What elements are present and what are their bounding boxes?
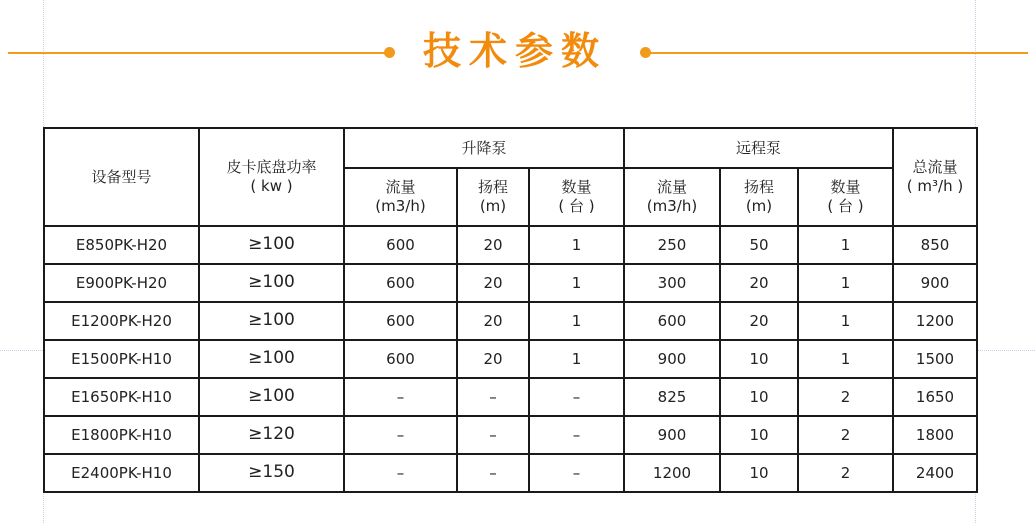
table-row: [44, 454, 977, 492]
cell-lift-head: 20: [457, 264, 529, 302]
cell-lift-flow: –: [344, 416, 457, 454]
cell-lift-head: 20: [457, 340, 529, 378]
table-row: [44, 340, 977, 378]
header-remote-flow-unit: (m3/h): [646, 197, 698, 215]
header-remote-head-unit: (m): [745, 197, 773, 215]
cell-remote-flow: 600: [624, 302, 720, 340]
header-model: 设备型号: [44, 128, 199, 226]
header-lift-flow-label: 流量: [385, 178, 416, 197]
cell-remote-head: 10: [720, 416, 798, 454]
header-remote-qty-label: 数量: [830, 178, 861, 197]
cell-lift-qty: –: [529, 378, 624, 416]
cell-remote-qty: 1: [798, 226, 893, 264]
header-remote-head-label: 扬程: [743, 178, 774, 197]
cell-model: E850PK-H20: [44, 226, 199, 264]
cell-lift-head: 20: [457, 302, 529, 340]
header-lift-qty-label: 数量: [561, 178, 592, 197]
header-remote-head: [720, 168, 798, 226]
header-remote-pump: 远程泵: [624, 128, 893, 168]
cell-model: E1800PK-H10: [44, 416, 199, 454]
cell-remote-qty: 2: [798, 416, 893, 454]
cell-remote-qty: 1: [798, 302, 893, 340]
page-title: 技术参数: [422, 29, 607, 73]
cell-remote-qty: 1: [798, 264, 893, 302]
cell-model: E900PK-H20: [44, 264, 199, 302]
table-row: [44, 416, 977, 454]
cell-remote-qty: 2: [798, 454, 893, 492]
header-total-label: 总流量: [912, 158, 958, 177]
header-lift-flow: [344, 168, 457, 226]
cell-lift-flow: 600: [344, 340, 457, 378]
cell-total: 900: [893, 264, 977, 302]
cell-model: E1500PK-H10: [44, 340, 199, 378]
cell-lift-qty: 1: [529, 226, 624, 264]
cell-power: ≥100: [199, 340, 344, 378]
table-row: [44, 264, 977, 302]
header-lift-qty: [529, 168, 624, 226]
header-lift-head: [457, 168, 529, 226]
cell-power: ≥100: [199, 378, 344, 416]
cell-lift-flow: –: [344, 454, 457, 492]
header-lift-pump: 升降泵: [344, 128, 624, 168]
cell-lift-head: –: [457, 378, 529, 416]
cell-remote-head: 20: [720, 264, 798, 302]
table-row: [44, 378, 977, 416]
title-rule-left: [8, 52, 390, 54]
cell-lift-qty: –: [529, 416, 624, 454]
cell-remote-flow: 825: [624, 378, 720, 416]
header-power-label: 皮卡底盘功率: [226, 158, 317, 177]
cell-remote-head: 10: [720, 454, 798, 492]
header-lift-head-unit: (m): [479, 197, 507, 215]
cell-total: 1200: [893, 302, 977, 340]
cell-power: ≥120: [199, 416, 344, 454]
cell-power: ≥100: [199, 302, 344, 340]
cell-lift-qty: 1: [529, 340, 624, 378]
header-lift-qty-unit: ( 台 ): [558, 197, 595, 215]
cell-total: 850: [893, 226, 977, 264]
header-row-1: [44, 128, 977, 168]
cell-lift-head: 20: [457, 226, 529, 264]
cell-remote-qty: 1: [798, 340, 893, 378]
cell-model: E2400PK-H10: [44, 454, 199, 492]
cell-remote-qty: 2: [798, 378, 893, 416]
title-rule-right: [648, 52, 1028, 54]
cell-remote-flow: 1200: [624, 454, 720, 492]
cell-lift-qty: 1: [529, 264, 624, 302]
cell-lift-qty: 1: [529, 302, 624, 340]
cell-remote-head: 20: [720, 302, 798, 340]
cell-remote-flow: 900: [624, 340, 720, 378]
cell-total: 1500: [893, 340, 977, 378]
cell-lift-head: –: [457, 454, 529, 492]
spec-table: [43, 127, 978, 493]
header-lift-head-label: 扬程: [477, 178, 508, 197]
header-lift-flow-unit: (m3/h): [375, 197, 426, 215]
cell-lift-qty: –: [529, 454, 624, 492]
cell-remote-head: 10: [720, 340, 798, 378]
header-total-unit: ( m³/h ): [906, 177, 964, 195]
header-remote-qty: [798, 168, 893, 226]
cell-remote-head: 50: [720, 226, 798, 264]
cell-lift-flow: 600: [344, 302, 457, 340]
cell-remote-flow: 300: [624, 264, 720, 302]
cell-power: ≥100: [199, 264, 344, 302]
cell-lift-head: –: [457, 416, 529, 454]
cell-remote-flow: 900: [624, 416, 720, 454]
header-remote-flow: [624, 168, 720, 226]
cell-model: E1200PK-H20: [44, 302, 199, 340]
cell-lift-flow: 600: [344, 264, 457, 302]
cell-model: E1650PK-H10: [44, 378, 199, 416]
cell-total: 2400: [893, 454, 977, 492]
cell-remote-flow: 250: [624, 226, 720, 264]
header-total-flow: [893, 128, 977, 226]
cell-lift-flow: 600: [344, 226, 457, 264]
header-power: [199, 128, 344, 226]
table-row: [44, 226, 977, 264]
header-remote-qty-unit: ( 台 ): [827, 197, 864, 215]
header-remote-flow-label: 流量: [656, 178, 687, 197]
cell-total: 1650: [893, 378, 977, 416]
cell-total: 1800: [893, 416, 977, 454]
cell-remote-head: 10: [720, 378, 798, 416]
cell-power: ≥150: [199, 454, 344, 492]
table-row: [44, 302, 977, 340]
cell-power: ≥100: [199, 226, 344, 264]
header-power-unit: ( kw ): [250, 177, 293, 195]
cell-lift-flow: –: [344, 378, 457, 416]
